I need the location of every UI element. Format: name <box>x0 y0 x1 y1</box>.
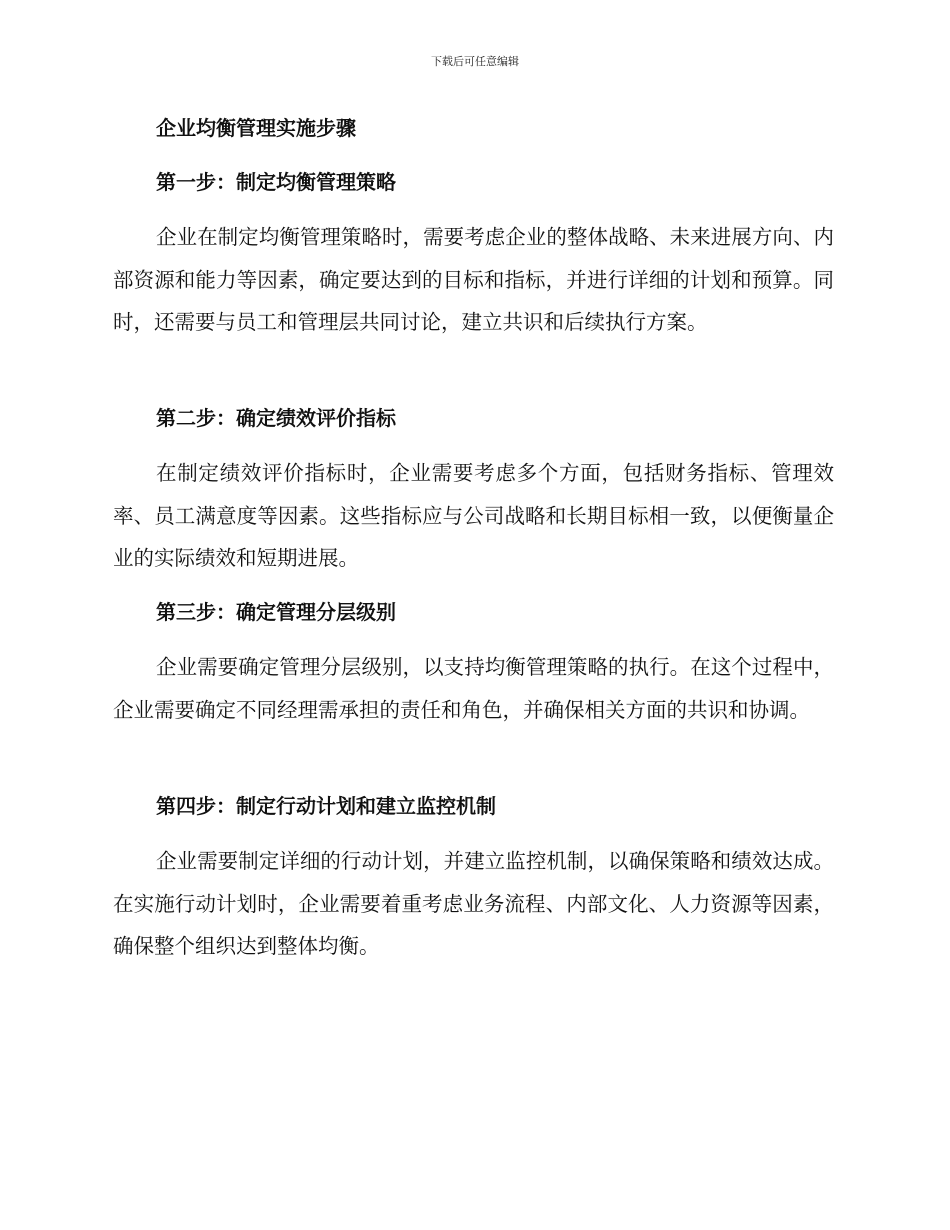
step-1-heading: 第一步：制定均衡管理策略 <box>156 170 396 194</box>
document-title: 企业均衡管理实施步骤 <box>156 116 356 140</box>
step-4-heading: 第四步：制定行动计划和建立监控机制 <box>156 794 496 818</box>
step-1-paragraph: 企业在制定均衡管理策略时，需要考虑企业的整体战略、未来进展方向、内部资源和能力等因素，确定要达到的目标和指标，并进行详细的计划和预算。同时，还需要与员工和管理层共同讨论，建立共识和后续执行方案。 <box>113 225 834 334</box>
step-3-paragraph: 企业需要确定管理分层级别，以支持均衡管理策略的执行。在这个过程中，企业需要确定不同经理需承担的责任和角色，并确保相关方面的共识和协调。 <box>113 655 834 722</box>
step-4-paragraph: 企业需要制定详细的行动计划，并建立监控机制，以确保策略和绩效达成。在实施行动计划时，企业需要着重考虑业务流程、内部文化、人力资源等因素，确保整个组织达到整体均衡。 <box>113 849 834 958</box>
step-3-heading: 第三步：确定管理分层级别 <box>156 600 396 624</box>
step-2-heading: 第二步：确定绩效评价指标 <box>156 406 396 430</box>
page-header-note: 下载后可任意编辑 <box>431 55 519 68</box>
step-2-paragraph: 在制定绩效评价指标时，企业需要考虑多个方面，包括财务指标、管理效率、员工满意度等因素。这些指标应与公司战略和长期目标相一致，以便衡量企业的实际绩效和短期进展。 <box>113 461 834 570</box>
